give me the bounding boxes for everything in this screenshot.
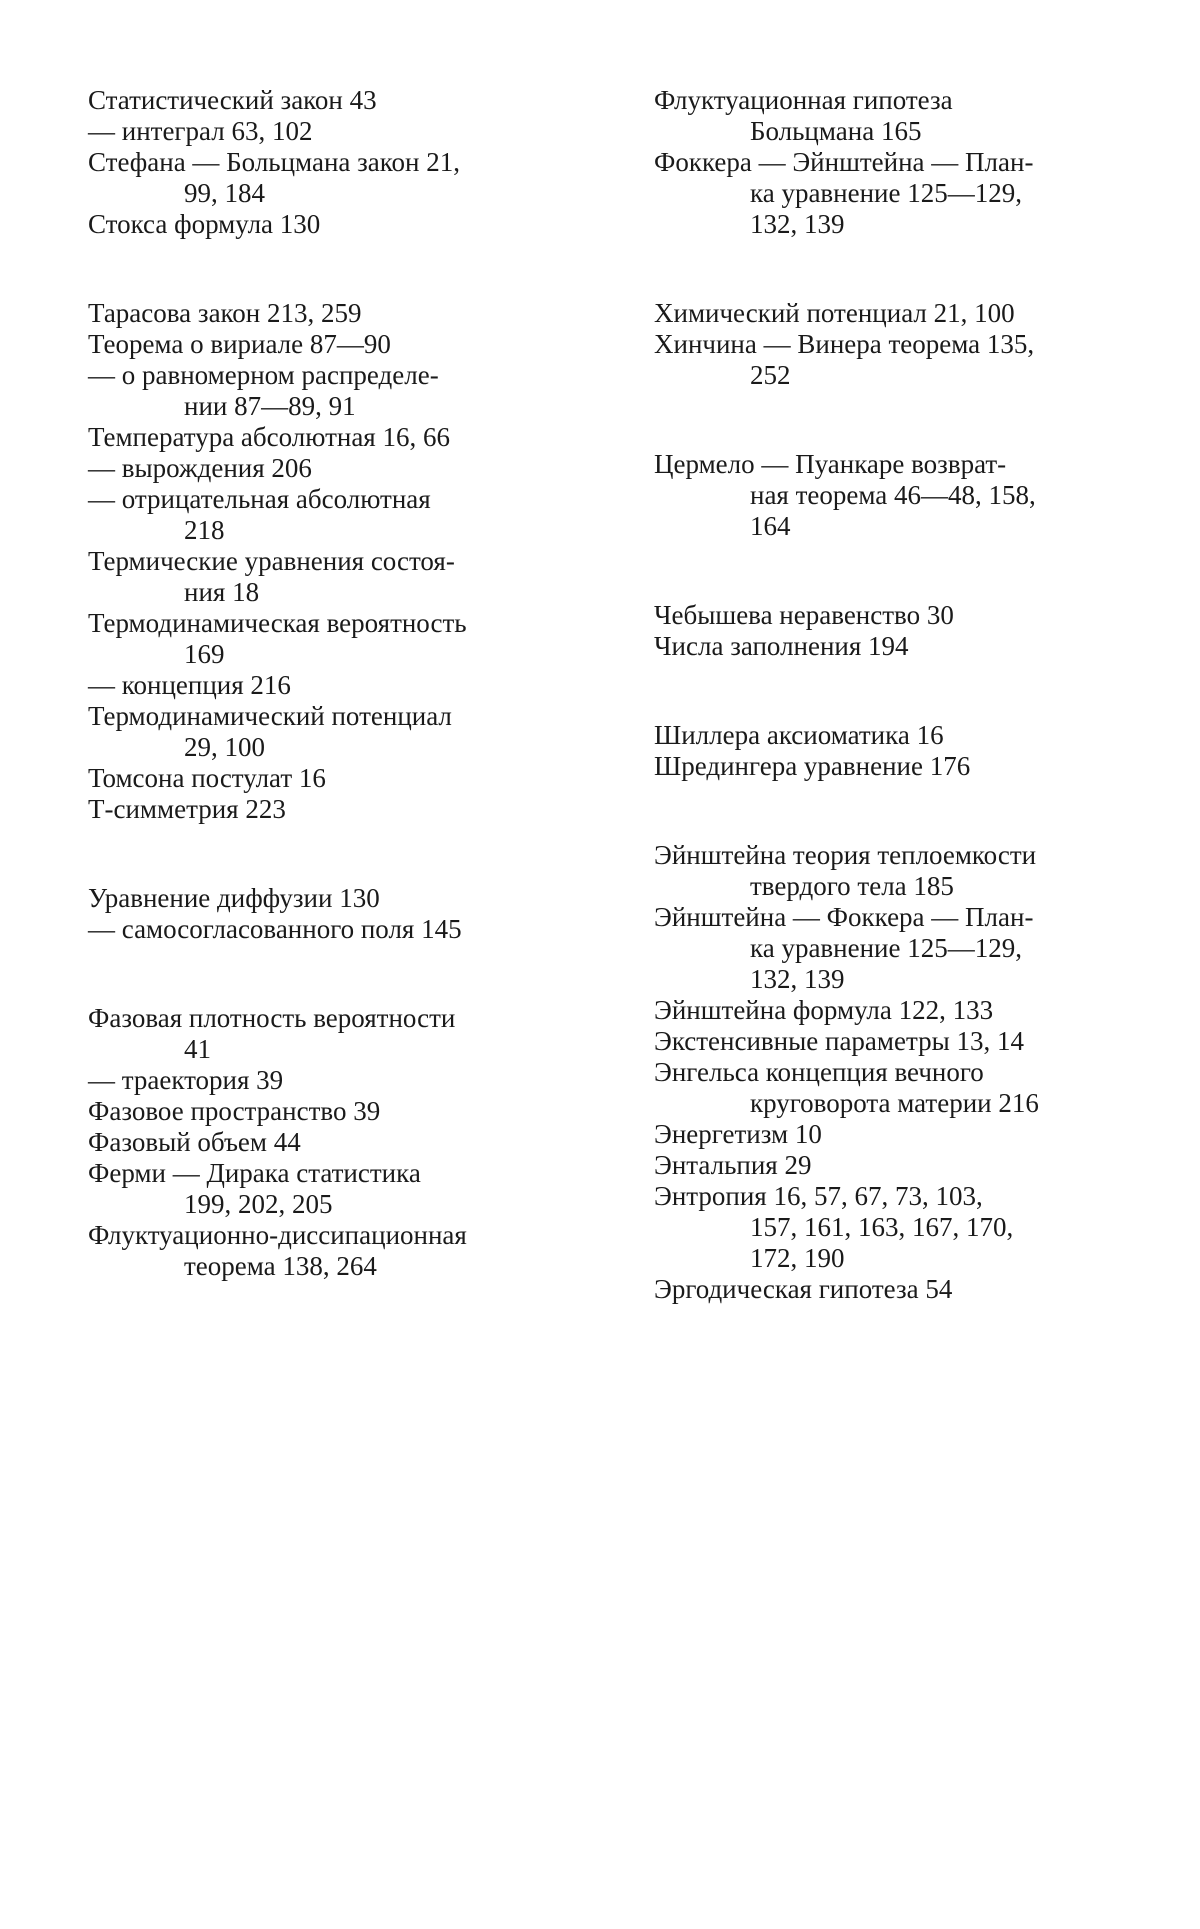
index-entry: [654, 1181, 1124, 1274]
index-entry-term: Числа заполнения 194: [654, 631, 909, 661]
index-entry: [88, 484, 568, 546]
index-entry-term: Фазовое пространство 39: [88, 1096, 381, 1126]
index-entry-continuation: 199, 202, 205: [184, 1189, 333, 1219]
index-entry-term: Фазовая плотность вероятности: [88, 1003, 456, 1033]
index-entry: [88, 670, 568, 701]
index-entry-continuation: 99, 184: [184, 178, 265, 208]
index-entry: [654, 298, 1124, 329]
index-entry-term: Эргодическая гипотеза 54: [654, 1274, 953, 1304]
index-entry: [88, 422, 568, 453]
index-entry-term: Уравнение диффузии 130: [88, 883, 380, 913]
index-entry-term: — отрицательная абсолютная: [88, 484, 431, 514]
index-entry-term: Чебышева неравенство 30: [654, 600, 954, 630]
index-entry-term: Статистический закон 43: [88, 85, 377, 115]
index-entry: [654, 1150, 1124, 1181]
index-entry-continuation: 157, 161, 163, 167, 170,: [750, 1212, 1014, 1242]
index-entry: [654, 449, 1124, 542]
index-entry: [88, 914, 568, 945]
index-entry: [654, 600, 1124, 631]
index-entry: [88, 608, 568, 670]
index-entry-term: Т-симметрия 223: [88, 794, 286, 824]
index-entry-continuation: твердого тела 185: [750, 871, 954, 901]
index-entry: [88, 147, 568, 209]
index-entry-term: Термические уравнения состоя-: [88, 546, 455, 576]
index-entry: [654, 1057, 1124, 1119]
index-letter-group: [654, 298, 1124, 391]
index-entry-term: Хинчина — Винера теорема 135,: [654, 329, 1035, 359]
index-entry-continuation: 218: [184, 515, 225, 545]
index-entry: [654, 329, 1124, 391]
index-entry-term: Эйнштейна — Фоккера — План-: [654, 902, 1034, 932]
index-entry-term: Энергетизм 10: [654, 1119, 822, 1149]
index-entry-continuation: ная теорема 46—48, 158,: [750, 480, 1036, 510]
index-entry: [654, 720, 1124, 751]
index-entry-term: — самосогласованного поля 145: [88, 914, 462, 944]
index-letter-group: [88, 298, 568, 825]
index-entry-term: Энгельса концепция вечного: [654, 1057, 984, 1087]
index-entry: [88, 794, 568, 825]
index-entry-term: Эйнштейна теория теплоемкости: [654, 840, 1037, 870]
index-letter-group: [654, 449, 1124, 542]
index-entry: [88, 883, 568, 914]
index-column-left: [88, 85, 568, 1340]
index-entry: [88, 116, 568, 147]
index-entry-term: Флуктуационная гипотеза: [654, 85, 953, 115]
index-entry: [88, 1065, 568, 1096]
index-entry-continuation: нии 87—89, 91: [184, 391, 356, 421]
index-entry-continuation: ния 18: [184, 577, 260, 607]
index-entry: [654, 995, 1124, 1026]
index-entry-term: Шредингера уравнение 176: [654, 751, 971, 781]
index-letter-group: [88, 1003, 568, 1282]
index-entry-term: Стефана — Больцмана закон 21,: [88, 147, 460, 177]
index-entry-term: Фазовый объем 44: [88, 1127, 301, 1157]
index-entry-term: Энтропия 16, 57, 67, 73, 103,: [654, 1181, 983, 1211]
index-entry: [88, 1127, 568, 1158]
index-entry-continuation: 132, 139: [750, 209, 845, 239]
index-entry: [88, 1220, 568, 1282]
index-entry-term: Стокса формула 130: [88, 209, 321, 239]
index-entry: [88, 1158, 568, 1220]
index-entry: [654, 85, 1124, 147]
index-entry-term: — концепция 216: [88, 670, 291, 700]
index-entry-continuation: Больцмана 165: [750, 116, 922, 146]
index-entry: [654, 751, 1124, 782]
index-entry: [88, 329, 568, 360]
index-entry-term: Температура абсолютная 16, 66: [88, 422, 450, 452]
index-entry-term: — о равномерном распределе-: [88, 360, 439, 390]
index-entry-term: Флуктуационно-диссипационная: [88, 1220, 467, 1250]
index-entry: [654, 631, 1124, 662]
index-entry: [654, 1026, 1124, 1057]
index-entry-term: Энтальпия 29: [654, 1150, 812, 1180]
index-entry: [88, 298, 568, 329]
index-entry: [654, 147, 1124, 240]
index-entry-term: Цермело — Пуанкаре возврат-: [654, 449, 1007, 479]
index-entry-term: Химический потенциал 21, 100: [654, 298, 1015, 328]
index-entry-continuation: 169: [184, 639, 225, 669]
index-entry-continuation: ка уравнение 125—129,: [750, 933, 1022, 963]
index-entry-term: Термодинамический потенциал: [88, 701, 452, 731]
index-entry: [88, 1003, 568, 1065]
index-letter-group: [654, 720, 1124, 782]
index-entry: [88, 209, 568, 240]
index-entry-term: Тарасова закон 213, 259: [88, 298, 362, 328]
index-entry-term: Ферми — Дирака статистика: [88, 1158, 421, 1188]
index-letter-group: [654, 85, 1124, 240]
index-entry-term: Томсона постулат 16: [88, 763, 326, 793]
index-entry: [654, 1274, 1124, 1305]
index-entry-term: — вырождения 206: [88, 453, 312, 483]
index-entry-continuation: круговорота материи 216: [750, 1088, 1039, 1118]
index-letter-group: [654, 600, 1124, 662]
index-entry: [88, 546, 568, 608]
index-entry-continuation: ка уравнение 125—129,: [750, 178, 1022, 208]
index-letter-group: [654, 840, 1124, 1305]
index-entry-continuation: 252: [750, 360, 791, 390]
index-entry-term: Шиллера аксиоматика 16: [654, 720, 944, 750]
index-entry: [88, 85, 568, 116]
index-letter-group: [88, 883, 568, 945]
index-entry-term: — траектория 39: [88, 1065, 284, 1095]
index-entry: [654, 840, 1124, 902]
index-entry-term: Теорема о вириале 87—90: [88, 329, 391, 359]
index-entry: [88, 763, 568, 794]
index-entry: [654, 1119, 1124, 1150]
index-entry-term: Фоккера — Эйнштейна — План-: [654, 147, 1034, 177]
index-entry-continuation: теорема 138, 264: [184, 1251, 377, 1281]
index-entry-term: Экстенсивные параметры 13, 14: [654, 1026, 1024, 1056]
index-entry-continuation: 164: [750, 511, 791, 541]
index-entry-term: Термодинамическая вероятность: [88, 608, 467, 638]
index-entry: [88, 360, 568, 422]
index-entry: [88, 701, 568, 763]
index-entry: [654, 902, 1124, 995]
index-entry: [88, 453, 568, 484]
index-entry-term: — интеграл 63, 102: [88, 116, 313, 146]
index-column-right: [654, 85, 1124, 1363]
index-entry-continuation: 41: [184, 1034, 211, 1064]
index-entry-continuation: 132, 139: [750, 964, 845, 994]
index-letter-group: [88, 85, 568, 240]
index-entry-term: Эйнштейна формула 122, 133: [654, 995, 994, 1025]
index-entry-continuation: 172, 190: [750, 1243, 845, 1273]
index-entry-continuation: 29, 100: [184, 732, 265, 762]
index-entry: [88, 1096, 568, 1127]
